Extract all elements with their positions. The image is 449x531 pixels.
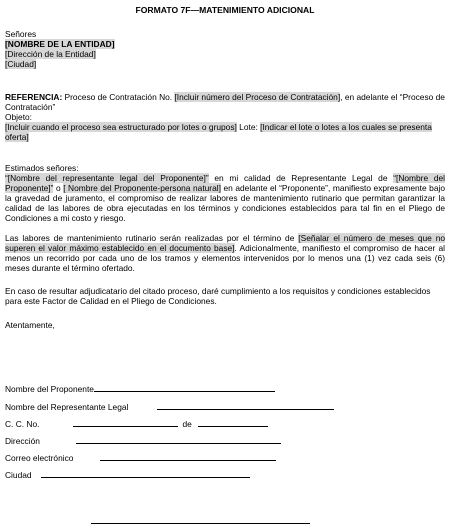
reference-text-end: , en adelante el “Proceso de Contratación” [5, 92, 445, 112]
city-row [5, 469, 250, 480]
city-line [41, 469, 250, 478]
process-number-placeholder: [Incluir número del Proceso de Contratación] [174, 92, 341, 102]
greeting: Estimados señores: [5, 163, 79, 173]
address-row [5, 435, 281, 446]
lots-line [5, 122, 445, 142]
closing: Atentamente, [5, 320, 55, 330]
proponent-name-placeholder: “[Nombre del Proponente]” [5, 173, 446, 193]
p2-text-end: . Adicionalmente, manifiesto el compromiso de hacer al menos un recorrido por cada uno de los tramos y elementos intervenidos por lo menos una (1) vez cada seis (6) meses durante el término ofertado. [5, 243, 446, 273]
lot-placeholder: [Indicar el lote o lotes a los cuales se presenta oferta] [5, 122, 432, 142]
maintenance-paragraph [5, 233, 445, 273]
p1-text-or: o [53, 183, 64, 193]
object-label: Objeto: [5, 112, 33, 122]
compliance-paragraph: En caso de resultar adjudicatario del citado proceso, daré cumplimiento a los requisitos y condiciones establecidos para este Factor de Calidad en el Pliego de Condiciones. [5, 286, 431, 306]
proponent-name-row [5, 383, 275, 394]
reference-block [5, 92, 445, 142]
id-number-line [73, 418, 178, 427]
document-page [5, 5, 445, 330]
address-line [76, 435, 281, 444]
reference-label: REFERENCIA: [5, 92, 63, 102]
p2-text: Las labores de mantenimiento rutinario serán realizadas por el término de [5, 233, 299, 243]
natural-person-placeholder: [ Nombre del Proponente-persona natural] [63, 183, 221, 193]
signature-line [91, 523, 310, 524]
email-row [5, 452, 276, 463]
entity-address-placeholder: [Dirección de la Entidad] [5, 49, 96, 59]
id-number-row [5, 418, 268, 429]
id-number-label: C. C. No. [5, 419, 40, 429]
email-line [100, 452, 276, 461]
months-placeholder: [Señalar el número de meses que no superen el valor máximo establecido en el documento base] [5, 233, 446, 253]
proponent-name-line [94, 383, 275, 392]
reference-text: Proceso de Contratación No. [62, 92, 175, 102]
addressee-block [5, 29, 445, 69]
legal-rep-placeholder: “[Nombre del representante legal del Proponente]” [5, 173, 209, 183]
reference-line [5, 92, 445, 112]
entity-city-placeholder: [Ciudad] [5, 59, 37, 69]
lot-label: Lote: [236, 122, 261, 132]
p1-text-end: en adelante el “Proponente”, manifiesto expresamente bajo la gravedad de juramento, el compromiso de realizar labores de mantenimiento rutinario que permitan garantizar la calidad de las labores de obra ejecutadas en los términos y condiciones establecidos para tal fin en el Pliego de Condiciones a mi costo y riesgo. [5, 183, 446, 223]
proponent-name-label: Nombre del Proponente [5, 384, 94, 394]
p1-text: en mi calidad de Representante Legal de [208, 173, 394, 183]
commitment-paragraph [5, 173, 445, 223]
page-title: FORMATO 7F—MATENIMIENTO ADICIONAL [135, 5, 315, 15]
city-label: Ciudad [5, 470, 32, 480]
email-label: Correo electrónico [5, 453, 74, 463]
address-label: Dirección [5, 436, 40, 446]
legal-rep-label: Nombre del Representante Legal [5, 402, 129, 412]
salutation: Señores [5, 29, 37, 39]
entity-name-placeholder: [NOMBRE DE LA ENTIDAD] [5, 39, 115, 49]
id-issued-line [198, 418, 268, 427]
lots-hint-placeholder: [Incluir cuando el proceso sea estructurado por lotes o grupos] [5, 122, 237, 132]
legal-rep-row [5, 401, 334, 412]
id-issued-label: de [182, 419, 192, 429]
legal-rep-line [157, 401, 334, 410]
